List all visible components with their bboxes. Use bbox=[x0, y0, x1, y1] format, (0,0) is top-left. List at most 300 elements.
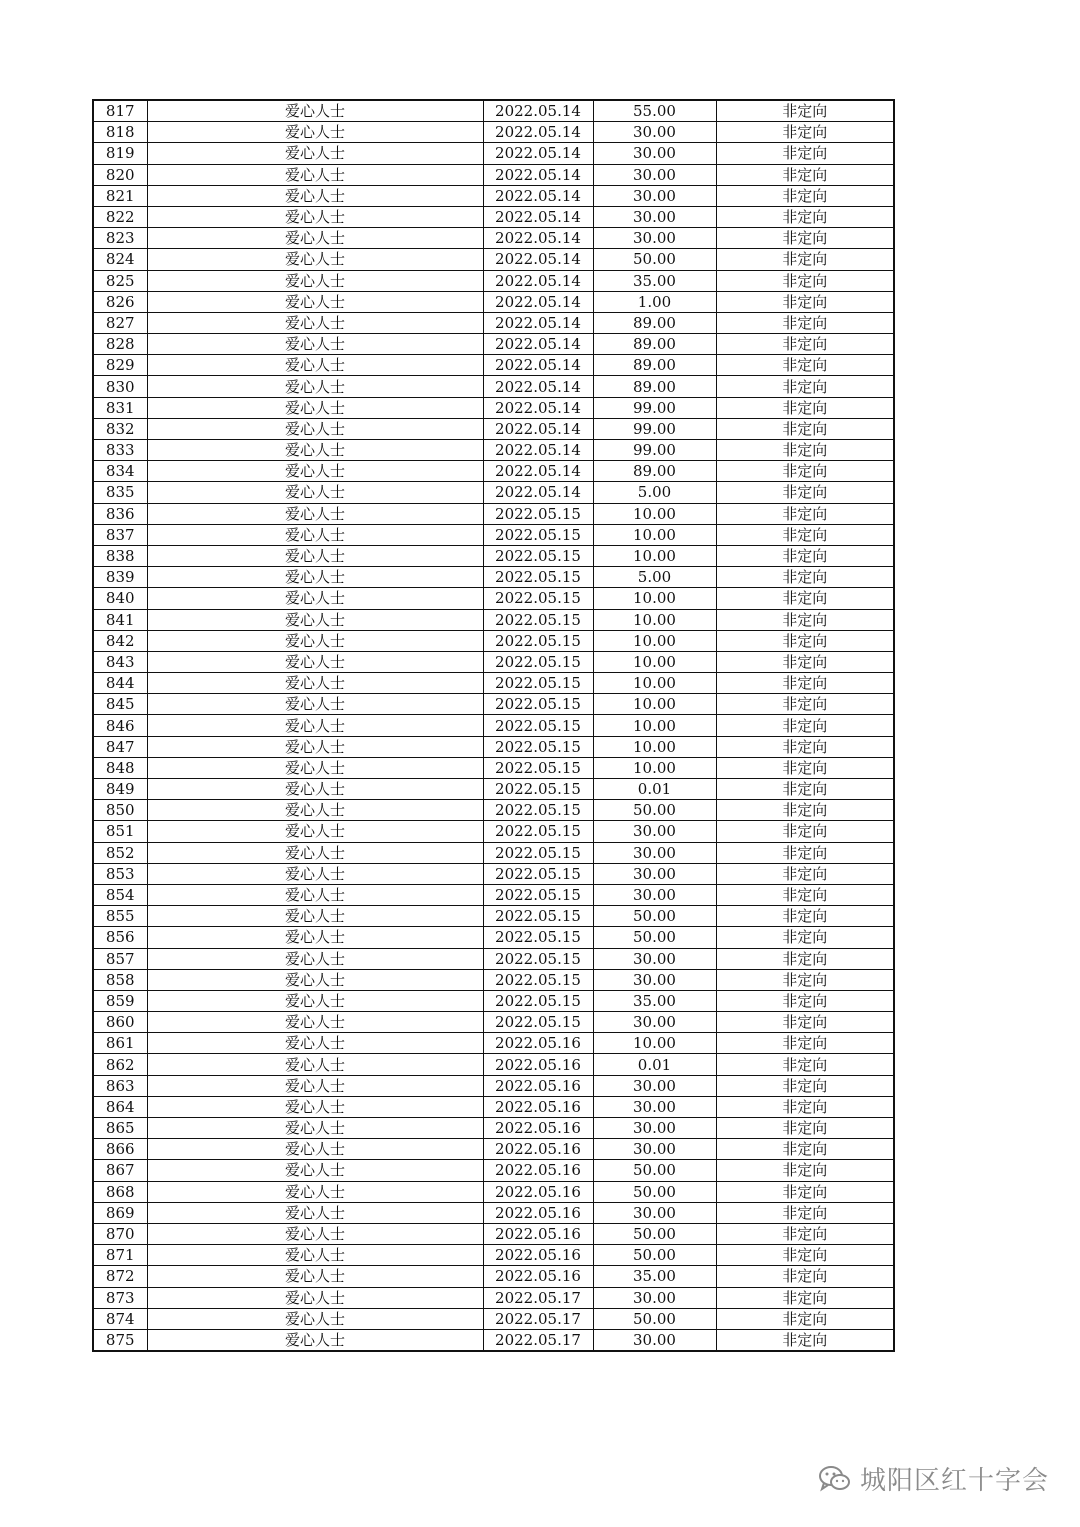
donor-name: 爱心人士 bbox=[147, 1223, 483, 1244]
donation-type: 非定向 bbox=[716, 1181, 894, 1202]
donation-date: 2022.05.14 bbox=[483, 440, 593, 461]
donation-type: 非定向 bbox=[716, 1160, 894, 1181]
donation-date: 2022.05.17 bbox=[483, 1329, 593, 1351]
table-row bbox=[93, 100, 894, 122]
table-row bbox=[93, 440, 894, 461]
row-number: 870 bbox=[93, 1223, 147, 1244]
donation-table-body bbox=[93, 100, 894, 1351]
table-row bbox=[93, 736, 894, 757]
donation-amount: 5.00 bbox=[593, 567, 716, 588]
donation-type: 非定向 bbox=[716, 1245, 894, 1266]
donation-type: 非定向 bbox=[716, 312, 894, 333]
row-number: 854 bbox=[93, 884, 147, 905]
table-row bbox=[93, 1245, 894, 1266]
row-number: 848 bbox=[93, 757, 147, 778]
row-number: 841 bbox=[93, 609, 147, 630]
donation-date: 2022.05.15 bbox=[483, 503, 593, 524]
donation-amount: 89.00 bbox=[593, 312, 716, 333]
donation-date: 2022.05.15 bbox=[483, 884, 593, 905]
donation-amount: 10.00 bbox=[593, 715, 716, 736]
table-row bbox=[93, 588, 894, 609]
donation-amount: 30.00 bbox=[593, 842, 716, 863]
donation-date: 2022.05.14 bbox=[483, 397, 593, 418]
table-row bbox=[93, 567, 894, 588]
donation-type: 非定向 bbox=[716, 1266, 894, 1287]
donor-name: 爱心人士 bbox=[147, 1287, 483, 1308]
donation-amount: 0.01 bbox=[593, 779, 716, 800]
row-number: 846 bbox=[93, 715, 147, 736]
donation-date: 2022.05.16 bbox=[483, 1096, 593, 1117]
donation-type: 非定向 bbox=[716, 673, 894, 694]
donor-name: 爱心人士 bbox=[147, 736, 483, 757]
donation-date: 2022.05.14 bbox=[483, 334, 593, 355]
donation-date: 2022.05.14 bbox=[483, 122, 593, 143]
table-row bbox=[93, 969, 894, 990]
donor-name: 爱心人士 bbox=[147, 673, 483, 694]
donation-amount: 30.00 bbox=[593, 948, 716, 969]
donor-name: 爱心人士 bbox=[147, 630, 483, 651]
row-number: 855 bbox=[93, 906, 147, 927]
donation-type: 非定向 bbox=[716, 334, 894, 355]
donation-date: 2022.05.15 bbox=[483, 588, 593, 609]
donation-amount: 50.00 bbox=[593, 1245, 716, 1266]
row-number: 824 bbox=[93, 249, 147, 270]
table-row bbox=[93, 1075, 894, 1096]
row-number: 862 bbox=[93, 1054, 147, 1075]
donation-amount: 10.00 bbox=[593, 609, 716, 630]
donation-amount: 55.00 bbox=[593, 100, 716, 122]
donor-name: 爱心人士 bbox=[147, 291, 483, 312]
donation-amount: 30.00 bbox=[593, 884, 716, 905]
donor-name: 爱心人士 bbox=[147, 440, 483, 461]
donation-amount: 1.00 bbox=[593, 291, 716, 312]
row-number: 834 bbox=[93, 461, 147, 482]
row-number: 844 bbox=[93, 673, 147, 694]
donation-type: 非定向 bbox=[716, 821, 894, 842]
donation-amount: 10.00 bbox=[593, 630, 716, 651]
donation-date: 2022.05.15 bbox=[483, 567, 593, 588]
table-row bbox=[93, 228, 894, 249]
row-number: 849 bbox=[93, 779, 147, 800]
row-number: 866 bbox=[93, 1139, 147, 1160]
donation-type: 非定向 bbox=[716, 206, 894, 227]
donation-amount: 10.00 bbox=[593, 588, 716, 609]
donation-date: 2022.05.14 bbox=[483, 418, 593, 439]
row-number: 820 bbox=[93, 164, 147, 185]
donation-amount: 30.00 bbox=[593, 1202, 716, 1223]
table-row bbox=[93, 1118, 894, 1139]
donation-type: 非定向 bbox=[716, 482, 894, 503]
donor-name: 爱心人士 bbox=[147, 1266, 483, 1287]
donation-date: 2022.05.15 bbox=[483, 715, 593, 736]
donation-amount: 35.00 bbox=[593, 990, 716, 1011]
row-number: 858 bbox=[93, 969, 147, 990]
donation-date: 2022.05.14 bbox=[483, 100, 593, 122]
table-row bbox=[93, 948, 894, 969]
donation-type: 非定向 bbox=[716, 990, 894, 1011]
row-number: 838 bbox=[93, 545, 147, 566]
table-row bbox=[93, 376, 894, 397]
donation-type: 非定向 bbox=[716, 1287, 894, 1308]
table-row bbox=[93, 1139, 894, 1160]
donation-amount: 30.00 bbox=[593, 1287, 716, 1308]
donor-name: 爱心人士 bbox=[147, 312, 483, 333]
row-number: 865 bbox=[93, 1118, 147, 1139]
table-row bbox=[93, 779, 894, 800]
row-number: 869 bbox=[93, 1202, 147, 1223]
row-number: 842 bbox=[93, 630, 147, 651]
row-number: 826 bbox=[93, 291, 147, 312]
donation-amount: 89.00 bbox=[593, 334, 716, 355]
row-number: 829 bbox=[93, 355, 147, 376]
row-number: 823 bbox=[93, 228, 147, 249]
donation-amount: 50.00 bbox=[593, 1308, 716, 1329]
donation-amount: 30.00 bbox=[593, 863, 716, 884]
donor-name: 爱心人士 bbox=[147, 1202, 483, 1223]
donation-type: 非定向 bbox=[716, 1139, 894, 1160]
donation-amount: 30.00 bbox=[593, 206, 716, 227]
donor-name: 爱心人士 bbox=[147, 842, 483, 863]
donation-amount: 10.00 bbox=[593, 757, 716, 778]
row-number: 845 bbox=[93, 694, 147, 715]
table-row bbox=[93, 249, 894, 270]
donation-date: 2022.05.15 bbox=[483, 969, 593, 990]
donor-name: 爱心人士 bbox=[147, 461, 483, 482]
table-row bbox=[93, 927, 894, 948]
table-row bbox=[93, 1266, 894, 1287]
table-row bbox=[93, 461, 894, 482]
donation-amount: 89.00 bbox=[593, 355, 716, 376]
donation-type: 非定向 bbox=[716, 270, 894, 291]
donation-amount: 30.00 bbox=[593, 1118, 716, 1139]
donor-name: 爱心人士 bbox=[147, 1118, 483, 1139]
table-row bbox=[93, 1202, 894, 1223]
table-row bbox=[93, 1160, 894, 1181]
table-row bbox=[93, 1096, 894, 1117]
donation-type: 非定向 bbox=[716, 1308, 894, 1329]
donor-name: 爱心人士 bbox=[147, 206, 483, 227]
donor-name: 爱心人士 bbox=[147, 503, 483, 524]
donation-type: 非定向 bbox=[716, 800, 894, 821]
donation-date: 2022.05.15 bbox=[483, 736, 593, 757]
donor-name: 爱心人士 bbox=[147, 588, 483, 609]
donation-date: 2022.05.16 bbox=[483, 1202, 593, 1223]
donor-name: 爱心人士 bbox=[147, 143, 483, 164]
table-row bbox=[93, 482, 894, 503]
donation-amount: 50.00 bbox=[593, 1160, 716, 1181]
table-row bbox=[93, 1012, 894, 1033]
donation-amount: 30.00 bbox=[593, 1329, 716, 1351]
table-row bbox=[93, 715, 894, 736]
donation-date: 2022.05.15 bbox=[483, 609, 593, 630]
donation-amount: 50.00 bbox=[593, 800, 716, 821]
table-row bbox=[93, 884, 894, 905]
donation-type: 非定向 bbox=[716, 1202, 894, 1223]
table-row bbox=[93, 906, 894, 927]
row-number: 861 bbox=[93, 1033, 147, 1054]
table-row bbox=[93, 524, 894, 545]
donation-date: 2022.05.16 bbox=[483, 1245, 593, 1266]
donation-amount: 30.00 bbox=[593, 164, 716, 185]
donor-name: 爱心人士 bbox=[147, 1012, 483, 1033]
row-number: 851 bbox=[93, 821, 147, 842]
row-number: 847 bbox=[93, 736, 147, 757]
donation-type: 非定向 bbox=[716, 948, 894, 969]
donation-amount: 30.00 bbox=[593, 143, 716, 164]
table-row bbox=[93, 800, 894, 821]
donor-name: 爱心人士 bbox=[147, 1245, 483, 1266]
row-number: 835 bbox=[93, 482, 147, 503]
donation-amount: 30.00 bbox=[593, 1012, 716, 1033]
donation-type: 非定向 bbox=[716, 1033, 894, 1054]
donation-date: 2022.05.16 bbox=[483, 1118, 593, 1139]
donor-name: 爱心人士 bbox=[147, 164, 483, 185]
donation-date: 2022.05.15 bbox=[483, 779, 593, 800]
row-number: 857 bbox=[93, 948, 147, 969]
row-number: 871 bbox=[93, 1245, 147, 1266]
donor-name: 爱心人士 bbox=[147, 1329, 483, 1351]
donation-amount: 50.00 bbox=[593, 927, 716, 948]
donation-date: 2022.05.14 bbox=[483, 482, 593, 503]
table-row bbox=[93, 312, 894, 333]
donor-name: 爱心人士 bbox=[147, 990, 483, 1011]
table-row bbox=[93, 418, 894, 439]
donor-name: 爱心人士 bbox=[147, 694, 483, 715]
row-number: 822 bbox=[93, 206, 147, 227]
donation-type: 非定向 bbox=[716, 249, 894, 270]
table-row bbox=[93, 821, 894, 842]
donation-type: 非定向 bbox=[716, 715, 894, 736]
row-number: 863 bbox=[93, 1075, 147, 1096]
donor-name: 爱心人士 bbox=[147, 482, 483, 503]
donation-type: 非定向 bbox=[716, 1223, 894, 1244]
table-row bbox=[93, 545, 894, 566]
row-number: 819 bbox=[93, 143, 147, 164]
donation-amount: 50.00 bbox=[593, 1223, 716, 1244]
donor-name: 爱心人士 bbox=[147, 376, 483, 397]
donation-type: 非定向 bbox=[716, 376, 894, 397]
donation-date: 2022.05.14 bbox=[483, 376, 593, 397]
row-number: 830 bbox=[93, 376, 147, 397]
donation-amount: 99.00 bbox=[593, 440, 716, 461]
row-number: 856 bbox=[93, 927, 147, 948]
donation-date: 2022.05.16 bbox=[483, 1181, 593, 1202]
donation-amount: 30.00 bbox=[593, 122, 716, 143]
row-number: 860 bbox=[93, 1012, 147, 1033]
donor-name: 爱心人士 bbox=[147, 567, 483, 588]
donation-type: 非定向 bbox=[716, 185, 894, 206]
table-row bbox=[93, 185, 894, 206]
donor-name: 爱心人士 bbox=[147, 1160, 483, 1181]
donation-date: 2022.05.14 bbox=[483, 206, 593, 227]
donor-name: 爱心人士 bbox=[147, 1054, 483, 1075]
donor-name: 爱心人士 bbox=[147, 715, 483, 736]
table-row bbox=[93, 630, 894, 651]
donation-type: 非定向 bbox=[716, 524, 894, 545]
donor-name: 爱心人士 bbox=[147, 948, 483, 969]
donation-date: 2022.05.15 bbox=[483, 990, 593, 1011]
row-number: 840 bbox=[93, 588, 147, 609]
donation-date: 2022.05.14 bbox=[483, 270, 593, 291]
donation-type: 非定向 bbox=[716, 1012, 894, 1033]
donor-name: 爱心人士 bbox=[147, 779, 483, 800]
donation-date: 2022.05.15 bbox=[483, 948, 593, 969]
donation-date: 2022.05.15 bbox=[483, 757, 593, 778]
donation-type: 非定向 bbox=[716, 863, 894, 884]
donor-name: 爱心人士 bbox=[147, 1075, 483, 1096]
row-number: 828 bbox=[93, 334, 147, 355]
donation-type: 非定向 bbox=[716, 503, 894, 524]
row-number: 831 bbox=[93, 397, 147, 418]
donor-name: 爱心人士 bbox=[147, 1139, 483, 1160]
donation-type: 非定向 bbox=[716, 1054, 894, 1075]
table-row bbox=[93, 842, 894, 863]
donor-name: 爱心人士 bbox=[147, 927, 483, 948]
donor-name: 爱心人士 bbox=[147, 969, 483, 990]
donation-amount: 30.00 bbox=[593, 1096, 716, 1117]
donor-name: 爱心人士 bbox=[147, 1308, 483, 1329]
donation-date: 2022.05.14 bbox=[483, 143, 593, 164]
donor-name: 爱心人士 bbox=[147, 545, 483, 566]
table-row bbox=[93, 1287, 894, 1308]
donation-type: 非定向 bbox=[716, 588, 894, 609]
watermark-text: 城阳区红十字会 bbox=[860, 1466, 1050, 1496]
donation-type: 非定向 bbox=[716, 397, 894, 418]
donation-amount: 30.00 bbox=[593, 1075, 716, 1096]
donation-date: 2022.05.17 bbox=[483, 1287, 593, 1308]
row-number: 818 bbox=[93, 122, 147, 143]
row-number: 872 bbox=[93, 1266, 147, 1287]
donation-date: 2022.05.15 bbox=[483, 821, 593, 842]
donor-name: 爱心人士 bbox=[147, 228, 483, 249]
donation-type: 非定向 bbox=[716, 609, 894, 630]
donation-date: 2022.05.14 bbox=[483, 461, 593, 482]
row-number: 868 bbox=[93, 1181, 147, 1202]
donation-type: 非定向 bbox=[716, 927, 894, 948]
donor-name: 爱心人士 bbox=[147, 757, 483, 778]
donation-amount: 35.00 bbox=[593, 1266, 716, 1287]
donation-type: 非定向 bbox=[716, 1118, 894, 1139]
donation-amount: 30.00 bbox=[593, 185, 716, 206]
donation-type: 非定向 bbox=[716, 122, 894, 143]
donor-name: 爱心人士 bbox=[147, 651, 483, 672]
donation-type: 非定向 bbox=[716, 884, 894, 905]
donation-amount: 10.00 bbox=[593, 503, 716, 524]
donation-type: 非定向 bbox=[716, 1075, 894, 1096]
donation-type: 非定向 bbox=[716, 545, 894, 566]
table-row bbox=[93, 164, 894, 185]
table-row bbox=[93, 334, 894, 355]
donation-date: 2022.05.16 bbox=[483, 1033, 593, 1054]
donation-amount: 50.00 bbox=[593, 906, 716, 927]
table-row bbox=[93, 1308, 894, 1329]
row-number: 850 bbox=[93, 800, 147, 821]
donor-name: 爱心人士 bbox=[147, 249, 483, 270]
donation-amount: 10.00 bbox=[593, 524, 716, 545]
row-number: 852 bbox=[93, 842, 147, 863]
donation-amount: 30.00 bbox=[593, 1139, 716, 1160]
donation-date: 2022.05.15 bbox=[483, 863, 593, 884]
donation-amount: 50.00 bbox=[593, 249, 716, 270]
donation-date: 2022.05.15 bbox=[483, 673, 593, 694]
donor-name: 爱心人士 bbox=[147, 1033, 483, 1054]
donation-date: 2022.05.15 bbox=[483, 800, 593, 821]
donation-date: 2022.05.14 bbox=[483, 312, 593, 333]
donation-type: 非定向 bbox=[716, 291, 894, 312]
donation-type: 非定向 bbox=[716, 1329, 894, 1351]
donation-amount: 99.00 bbox=[593, 397, 716, 418]
row-number: 832 bbox=[93, 418, 147, 439]
donation-amount: 10.00 bbox=[593, 545, 716, 566]
donor-name: 爱心人士 bbox=[147, 524, 483, 545]
donation-amount: 10.00 bbox=[593, 1033, 716, 1054]
table-row bbox=[93, 270, 894, 291]
table-row bbox=[93, 143, 894, 164]
donation-date: 2022.05.14 bbox=[483, 228, 593, 249]
donation-date: 2022.05.16 bbox=[483, 1075, 593, 1096]
donation-date: 2022.05.15 bbox=[483, 1012, 593, 1033]
donation-amount: 10.00 bbox=[593, 651, 716, 672]
donor-name: 爱心人士 bbox=[147, 270, 483, 291]
table-row bbox=[93, 651, 894, 672]
donation-date: 2022.05.14 bbox=[483, 185, 593, 206]
donation-amount: 35.00 bbox=[593, 270, 716, 291]
account-watermark bbox=[818, 1460, 1049, 1497]
donation-date: 2022.05.17 bbox=[483, 1308, 593, 1329]
table-row bbox=[93, 1054, 894, 1075]
donation-type: 非定向 bbox=[716, 969, 894, 990]
table-row bbox=[93, 863, 894, 884]
donation-amount: 10.00 bbox=[593, 736, 716, 757]
donation-type: 非定向 bbox=[716, 228, 894, 249]
table-row bbox=[93, 609, 894, 630]
donor-name: 爱心人士 bbox=[147, 355, 483, 376]
table-row bbox=[93, 503, 894, 524]
donation-amount: 99.00 bbox=[593, 418, 716, 439]
table-row bbox=[93, 206, 894, 227]
donation-amount: 10.00 bbox=[593, 694, 716, 715]
row-number: 875 bbox=[93, 1329, 147, 1351]
donation-type: 非定向 bbox=[716, 779, 894, 800]
row-number: 817 bbox=[93, 100, 147, 122]
donation-date: 2022.05.16 bbox=[483, 1266, 593, 1287]
donor-name: 爱心人士 bbox=[147, 1096, 483, 1117]
donation-amount: 89.00 bbox=[593, 461, 716, 482]
donation-date: 2022.05.16 bbox=[483, 1223, 593, 1244]
donor-name: 爱心人士 bbox=[147, 418, 483, 439]
row-number: 859 bbox=[93, 990, 147, 1011]
donation-type: 非定向 bbox=[716, 906, 894, 927]
table-row bbox=[93, 990, 894, 1011]
donor-name: 爱心人士 bbox=[147, 884, 483, 905]
row-number: 853 bbox=[93, 863, 147, 884]
donation-type: 非定向 bbox=[716, 567, 894, 588]
table-row bbox=[93, 1033, 894, 1054]
donation-type: 非定向 bbox=[716, 630, 894, 651]
donation-date: 2022.05.14 bbox=[483, 249, 593, 270]
donation-type: 非定向 bbox=[716, 1096, 894, 1117]
donation-amount: 30.00 bbox=[593, 969, 716, 990]
row-number: 836 bbox=[93, 503, 147, 524]
donor-name: 爱心人士 bbox=[147, 800, 483, 821]
row-number: 874 bbox=[93, 1308, 147, 1329]
donation-type: 非定向 bbox=[716, 100, 894, 122]
wechat-icon bbox=[818, 1464, 852, 1494]
donation-amount: 5.00 bbox=[593, 482, 716, 503]
donor-name: 爱心人士 bbox=[147, 100, 483, 122]
donation-type: 非定向 bbox=[716, 461, 894, 482]
donation-amount: 50.00 bbox=[593, 1181, 716, 1202]
